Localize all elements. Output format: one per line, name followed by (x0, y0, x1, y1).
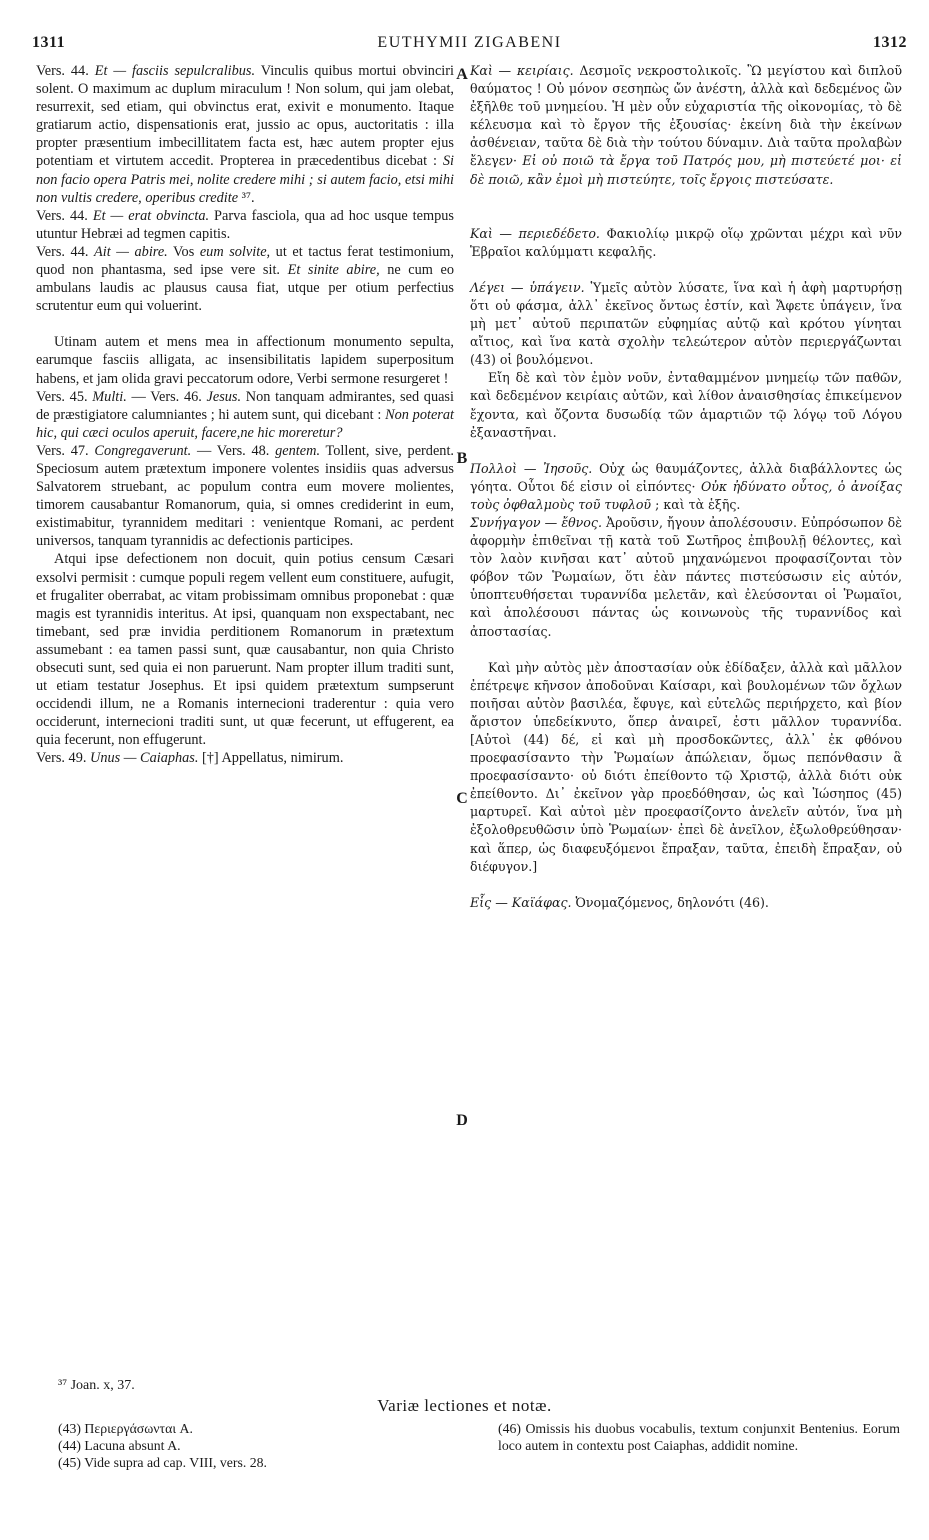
greek-paragraph (470, 460, 902, 514)
commentary-text: Non tanquam admirantes, sed quasi de præstigiatore calumniantes ; hi autem sunt, qui dicebant : (36, 388, 454, 423)
variant-notes-right (498, 1420, 900, 1454)
verse-ref: Vers. 47. (36, 442, 95, 459)
quotation: Οὐκ ἠδύνατο οὗτος, ὁ ἀνοίξας τοὺς ὀφθαλμοὺς τοῦ τυφλοῦ (470, 478, 902, 512)
greek-paragraph (470, 279, 902, 369)
variant-notes-left (58, 1420, 448, 1471)
commentary-text: Ἀροῦσιν, ἤγουν ἀπολέσουσιν. Εὐπρόσωπον δὲ ἀφορμὴν ἐπιθεῖναι τῇ κατὰ τοῦ Σωτῆρος ἐπιβουλῇ θέλοντες, καὶ τὸν λαὸν κινῆσαι κατ᾿ αὐτοῦ μηχανώμενοι προφασίζονται τὸν φόβον τῶν Ῥωμαίων, ὅτι ἐὰν πάντες πιστεύσωσιν εἰς αὐτόν, ὑποπτευθήσεται τυραννίδα μελετᾶν, καὶ ἐλεύσονται οἱ Ῥωμαῖοι, καὶ ἀπολέσουσι πάντας ὡς κοινωνοὺς τῆς τυραννίδος καὶ ἀποστασίας. (470, 514, 902, 639)
commentary-text: Vos (167, 243, 200, 260)
latin-paragraph: Utinam autem et mens mea in affectionum monumento sepulta, earumque fasciis alligata, ac insensibilitatis lapidem superpositum habens, et jam olida gravi peccatorum odore, Verbi sermone resurgeret ! (36, 334, 454, 387)
section-marker-b: B (456, 450, 468, 467)
latin-paragraph (36, 62, 454, 207)
commentary-text: Οὐχ ὡς θαυμάζοντες, ἀλλὰ διαβάλλοντες ὡς γόητα. Οὗτοι δέ εἰσιν οἱ εἰπόντες· (470, 460, 902, 494)
lemma: Congregaverunt. (94, 442, 192, 459)
running-header (32, 34, 907, 56)
greek-paragraph (470, 514, 902, 641)
page-number-left: 1311 (32, 34, 66, 51)
footnote-ref: ³⁷. (238, 189, 255, 206)
running-title: EUTHYMII ZIGABENI (377, 34, 562, 51)
footnote: ³⁷ Joan. x, 37. (58, 1378, 135, 1393)
lemma: Καὶ — κειρίαις. (470, 63, 574, 78)
quotation: eum solvite, (199, 243, 271, 260)
lemma: Πολλοὶ — Ἰησοῦς. (470, 460, 593, 476)
commentary-text: Ὑμεῖς αὐτὸν λύσατε, ἵνα καὶ ἡ ἀφὴ μαρτυρήσῃ ὅτι οὐ φάσμα, ἀλλ᾿ ἐκεῖνος ὄντως ἐστίν, καὶ Ἄφετε ὑπάγειν, ἵνα μὴ μετ᾿ αὐτοῦ περιπατῶν εὐφημίας αὐτῷ καὶ κρότου γίνηται αἴτιος, καὶ ἵνα κατὰ σχολὴν τελεώτερον αὐτὸν περιεργάζωνται (43) οἱ βουλόμενοι. (470, 279, 903, 368)
verse-ref: Vers. 45. (36, 388, 93, 405)
latin-paragraph (36, 442, 454, 551)
lemma: Εἷς — Καϊάφας. (470, 894, 572, 910)
commentary-text: [†] Appellatus, nimirum. (198, 750, 344, 767)
variant-note: (45) Vide supra ad cap. VIII, vers. 28. (58, 1455, 268, 1470)
latin-paragraph (36, 243, 454, 315)
lemma: Ait — abire. (94, 243, 168, 260)
lemma: Καὶ — περιεδέδετο. (470, 225, 600, 241)
verse-ref: — Vers. 48. (191, 442, 276, 459)
variae-lectiones-title: Variæ lectiones et notæ. (377, 1396, 552, 1415)
verse-ref: Vers. 49. (36, 750, 91, 767)
quotation: Si non facio opera Patris mei, nolite credere mihi ; si autem facio, etsi mihi non vultis credere, operibus credite (36, 153, 454, 206)
lemma: Et — fasciis sepulcralibus. (94, 63, 256, 79)
greek-paragraph (470, 62, 902, 189)
variant-note: (44) Lacuna absunt A. (58, 1438, 181, 1453)
variant-note: (43) Περιεργάσωνται A. (58, 1421, 193, 1436)
lemma: Et — erat obvincta. (92, 207, 210, 224)
commentary-text: Φακιολίῳ μικρῷ οἵῳ χρῶνται μέχρι καὶ νῦν Ἑβραῖοι καλύμματι κεφαλῆς. (470, 225, 902, 259)
commentary-text: Δεσμοῖς νεκροστολικοῖς. Ὢ μεγίστου καὶ διπλοῦ θαύματος ! Οὐ μόνον σεσηπὼς ὤν ἀνέστη, ἀλλὰ καὶ δεδεμένος ὢν ἐξῆλθε τοῦ μνημείου. Ἡ μὲν οὖν εὐχαριστία τῆς οἰκονομίας, τὸ δὲ κέλευσμα καὶ τὸ ἔργον τῆς ἐξουσίας· ἐκείνη διὰ τὴν ἐκείνων ἀσθένειαν, ταῦτα δὲ διὰ τὴν τούτου δύναμιν. Διὰ ταῦτα προλαβὼν ἔλεγεν· (470, 63, 903, 169)
quotation: Εἰ οὐ ποιῶ τὰ ἔργα τοῦ Πατρός μου, μὴ πιστεύετέ μοι· εἰ δὲ ποιῶ, κἂν ἐμοὶ μὴ πιστεύητε, τοῖς ἔργοις πιστεύσατε. (470, 153, 902, 187)
verse-ref: Vers. 44. (36, 243, 94, 260)
greek-paragraph (470, 225, 902, 261)
section-marker-c: C (456, 790, 468, 807)
page-number-right: 1312 (873, 34, 907, 51)
quotation: Et sinite abire, (287, 262, 380, 279)
lemma: Συνήγαγον — ἔθνος. (470, 514, 602, 530)
greek-paragraph (470, 894, 902, 912)
verse-ref: Vers. 44. (36, 63, 95, 79)
commentary-text: ; καὶ τὰ ἑξῆς. (651, 496, 741, 512)
quotation: Non poterat hic, qui cæci oculos aperuit, facere,ne hic moreretur? (36, 406, 454, 441)
greek-column (470, 62, 902, 912)
latin-paragraph (36, 388, 454, 442)
commentary-text: Ὀνομαζόμενος, δηλονότι (46). (571, 894, 769, 910)
latin-paragraph: Atqui ipse defectionem non docuit, quin potius censum Cæsari exsolvi permisit : cumque populi regem vellent eum constituere, aufugit, et frugaliter oberrabat, ac vitam probissimam omnibus proponebat : quæ magis est tyrannidis interitus. At ipsi, quanquam non exspectabant, nec timebant, sed præ invidia perditionem Romanorum in prætextum assumebant : ea tamen passi sunt, quæ causabantur, non quia Christo obsecuti sunt, sed quia ei non paruerunt. Nam propter illum traditi sunt, ut etiam testatur Josephus. Et ipsi quidem prætextum sumpserunt occidendi illum, ne a Romanis internecioni traderentur : quia vero occiderunt, internecioni traditi sunt, ut quæ fecerunt, ut effugerent, ea quia fecerunt, non effugerunt. (36, 551, 454, 749)
lemma: gentem. (275, 442, 321, 459)
commentary-text: ut et tactus ferat testimonium, quod non phantasma, sed ipse vere sit. (36, 243, 454, 279)
lemma: Jesus. (206, 388, 242, 405)
commentary-text: Vinculis quibus mortui obvinciri solent. O maximum ac duplum miraculum ! Non solum, qui jam olebat, resurrexit, sed etiam, qui obvinctus erat, exivit e monumento. Itaque gratiarum actio, dispensationis erat, jussio ac opus, auctoritatis : illa propter præsentium imbecillitatem facta est, hæc autem propter ejus potentiam et virtutem accedit. Propterea in præcedentibus dicebat : (36, 63, 454, 170)
verse-ref: — Vers. 46. (126, 388, 207, 405)
greek-paragraph: Καὶ μὴν αὐτὸς μὲν ἀποστασίαν οὐκ ἐδίδαξεν, ἀλλὰ καὶ μᾶλλον ἐπέτρεψε κῆνσον ἀποδοῦναι Καίσαρι, καὶ βουλομένων τῶν ὄχλων ποιῆσαι αὐτὸν βασιλέα, ἔφυγε, καὶ εὐτελῶς περιήρχετο, καὶ βίον ἄριστον ὑπεδείκνυτο, ὅπερ ἀναιρεῖ, ἐστι μᾶλλον τυραννίδα. [Αὐτοὶ (44) δέ, εἰ καὶ μὴ προσδοκῶντες, ἀλλ᾿ ἐκ φθόνου προεφασίσαντο τὴν Ῥωμαίων ἀπώλειαν, ὅμως πεπόνθασιν ἃ προεφασίσαντο· οὐ διότι ἐπείθοντο τῷ Χριστῷ, ἀλλὰ διότι οὐκ ἐπείθοντο. Δι᾿ ἐκεῖνον γὰρ προεδόθησαν, ὡς καὶ Ἰώσηπος (45) μαρτυρεῖ. Καὶ αὐτοὶ μὲν προεφασίζοντο ἀνελεῖν αὐτόν, ἵνα μὴ ἐξολοθρευθῶσιν ὑπὸ Ῥωμαίων· ἐπεὶ δὲ ἀνεῖλον, ἐξωλοθρεύθησαν· καὶ ἅπερ, ὡς διαφευξόμενοι ἔπραξαν, ταῦτα, ἐπειδὴ ἔπραξαν, οὐ διέφυγον.] (470, 659, 902, 874)
lemma: Unus — Caiaphas. (90, 750, 199, 767)
commentary-text: Tollent, sive, perdent. Speciosum autem prætextum imponere volentes insidiis quas adversus Salvatorem struebant, ac populum contra eum movere molientes, timorem causabantur Romanorum, quia, si omnes crediderint in eum, existimabitur, tyrannidem meditari : venientque Romani, ac perdent universos, tanquam tyrannidis ac defectionis participes. (36, 442, 454, 550)
greek-paragraph: Εἴη δὲ καὶ τὸν ἐμὸν νοῦν, ἐνταθαμμένον μνημείῳ τῶν παθῶν, καὶ δεδεμένον κειρίαις αὐτῶν, καὶ λίθον ἀναισθησίας ἐπικείμενον ἔχοντα, καὶ ὄζοντα δυσωδίᾳ τῶν ἁμαρτιῶν τῷ λόγῳ τοῦ Λόγου ἐξαναστῆναι. (470, 370, 902, 440)
verse-ref: Vers. 44. (36, 207, 93, 224)
latin-paragraph (36, 749, 454, 767)
commentary-text: Parva fasciola, qua ad hoc usque tempus utuntur Hebræi ad tegmen capitis. (36, 207, 454, 242)
variant-note: (46) Omissis his duobus vocabulis, textum conjunxit Bentenius. Eorum loco autem in contextu post Caiaphas, addidit nomine. (498, 1421, 900, 1453)
commentary-text: ne cum eo ambulans laudis ac plausus causa fiat, utque per otium perfectius scrutentur eum qui voluerint. (36, 262, 454, 315)
latin-column (36, 62, 454, 768)
section-marker-d: D (456, 1112, 468, 1129)
lemma: Λέγει — ὑπάγειν. (470, 279, 585, 295)
latin-paragraph (36, 207, 454, 243)
lemma: Multi. (92, 388, 127, 405)
section-marker-a: A (456, 66, 468, 83)
